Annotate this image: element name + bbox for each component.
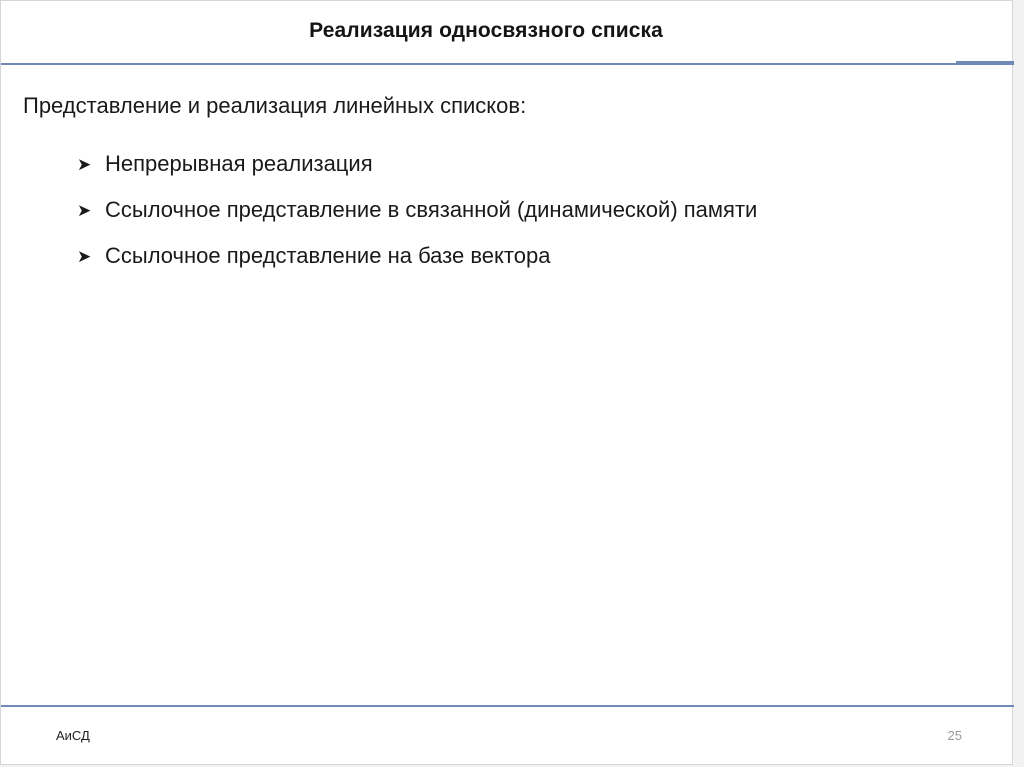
arrow-right-icon: ➤	[77, 246, 92, 266]
footer-divider	[1, 705, 1014, 707]
page-number: 25	[947, 728, 962, 743]
arrow-right-icon: ➤	[77, 200, 92, 220]
arrow-right-icon: ➤	[77, 154, 92, 174]
bullet-list	[77, 141, 757, 279]
bullet-text: Ссылочное представление на базе вектора	[105, 243, 551, 268]
header-divider	[1, 63, 1014, 65]
lead-text: Представление и реализация линейных списков:	[23, 93, 527, 118]
slide-title: Реализация односвязного списка	[309, 19, 663, 42]
bullet-text: Непрерывная реализация	[105, 151, 373, 176]
footer-label: АиСД	[56, 728, 90, 743]
bullet-item	[77, 141, 757, 187]
bullet-item	[77, 233, 757, 279]
bullet-text: Ссылочное представление в связанной (динамической) памяти	[105, 197, 758, 222]
bullet-item	[77, 187, 757, 233]
